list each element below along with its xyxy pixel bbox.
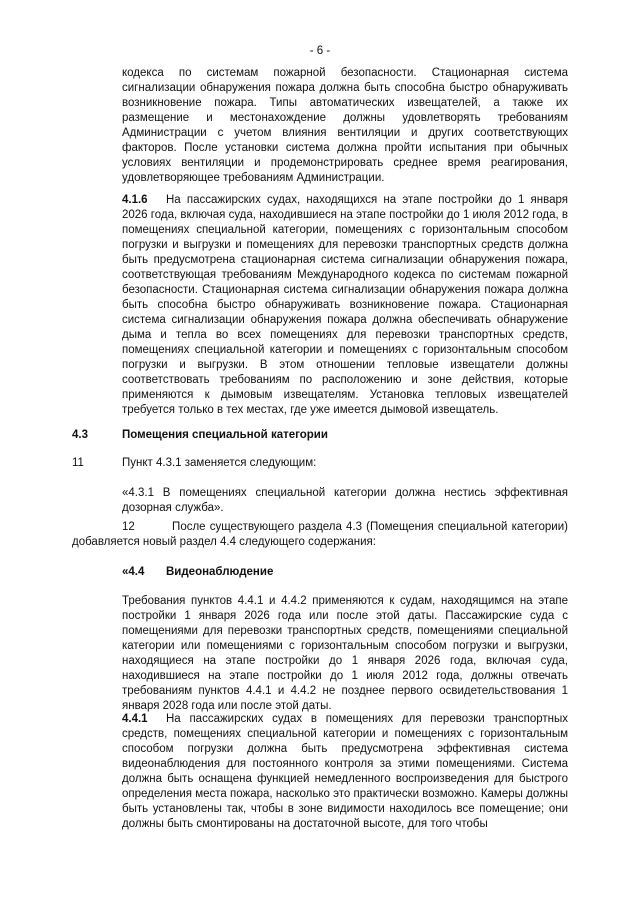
heading-title: Помещения специальной категории [122,429,328,441]
section-number: 4.1.6 [122,194,148,206]
page-number: - 6 - [309,45,331,57]
heading-title: Видеонаблюдение [166,566,274,578]
item-text: Пункт 4.3.1 заменяется следующим: [122,457,317,469]
quoted-clause-4-3-1: «4.3.1 В помещениях специальной категории должна нестись эффективная дозорная служба». [122,487,568,514]
heading-number: 4.3 [72,429,88,441]
paragraph-4-4: Требования пунктов 4.4.1 и 4.4.2 применяются к судам, находящимся на этапе постройки 1 января 2026 года или после этой даты. Пассажирские суда с помещениями для перевозки транспортных средств, помещениями специальной категории или помещениями с горизонтальным способом погрузки и выгрузки, находящиеся на этапе постройки до 1 января 2026 года, включая суда, находившиеся на этапе постройки до 1 июля 2012 года, должны отвечать требованиям пунктов 4.4.1 и 4.4.2 не позднее первого освидетельствования 1 января 2028 года или после этой даты. [122,595,568,712]
heading-number: «4.4 [122,566,145,578]
item-number: 12 [122,521,135,533]
section-text: На пассажирских судах в помещениях для перевозки транспортных средств, помещениях специальной категории и помещениях с горизонтальным способом погрузки должна быть предусмотрена эффективная система видеонаблюдения для постоянного контроля за этими помещениями. Система должна быть оснащена функцией немедленного воспроизведения для быстрого определения места пожара, насколько это практически возможно. Камеры должны быть установлены так, чтобы в зоне видимости находилось все помещение; они должны быть смонтированы на достаточной высоте, для того чтобы [122,713,568,830]
section-4-1-6 [122,193,568,418]
section-text: На пассажирских судах, находящихся на этапе постройки до 1 января 2026 года, включая суда, находившиеся на этапе постройки до 1 июля 2012 года, в помещениях специальной категории, помещениях с горизонтальным способом погрузки и выгрузки и помещениях для перевозки транспортных средств должна быть предусмотрена стационарная система сигнализации обнаружения пожара, соответствующая требованиям Международного кодекса по системам пожарной безопасности. Стационарная система сигнализации обнаружения пожара должна быть способна быстро обнаруживать возникновение пожара. Стационарная система сигнализации обнаружения пожара должна обеспечивать обнаружение дыма и тепла во всех помещениях для перевозки транспортных средств, помещениях специальной категории и помещениях с горизонтальным способом погрузки и выгрузки. В этом отношении тепловые извещатели должны соответствовать требованиям по расположению и зоне действия, которые применяются к дымовым извещателям. Установка тепловых извещателей требуется только в тех местах, где уже имеется дымовой извещатель. [122,194,568,416]
heading-4-4 [122,565,568,580]
section-number: 4.4.1 [122,713,148,725]
section-4-4-1 [122,712,568,832]
item-12 [72,520,568,550]
paragraph-intro: кодекса по системам пожарной безопасности. Стационарная система сигнализации обнаружения пожара должна быть способна быстро обнаруживать возникновение пожара. Типы автоматических извещателей, а также их размещение и местонахождение должны удовлетворять требованиям Администрации с учетом влияния вентиляции и других соответствующих факторов. После установки система должна пройти испытания при обычных условиях вентиляции и продемонстрировать среднее время реагирования, удовлетворяющее требованиям Администрации. [122,67,568,184]
item-text: После существующего раздела 4.3 (Помещения специальной категории) добавляется новый раздел 4.4 следующего содержания: [72,521,568,548]
item-number: 11 [72,457,84,469]
